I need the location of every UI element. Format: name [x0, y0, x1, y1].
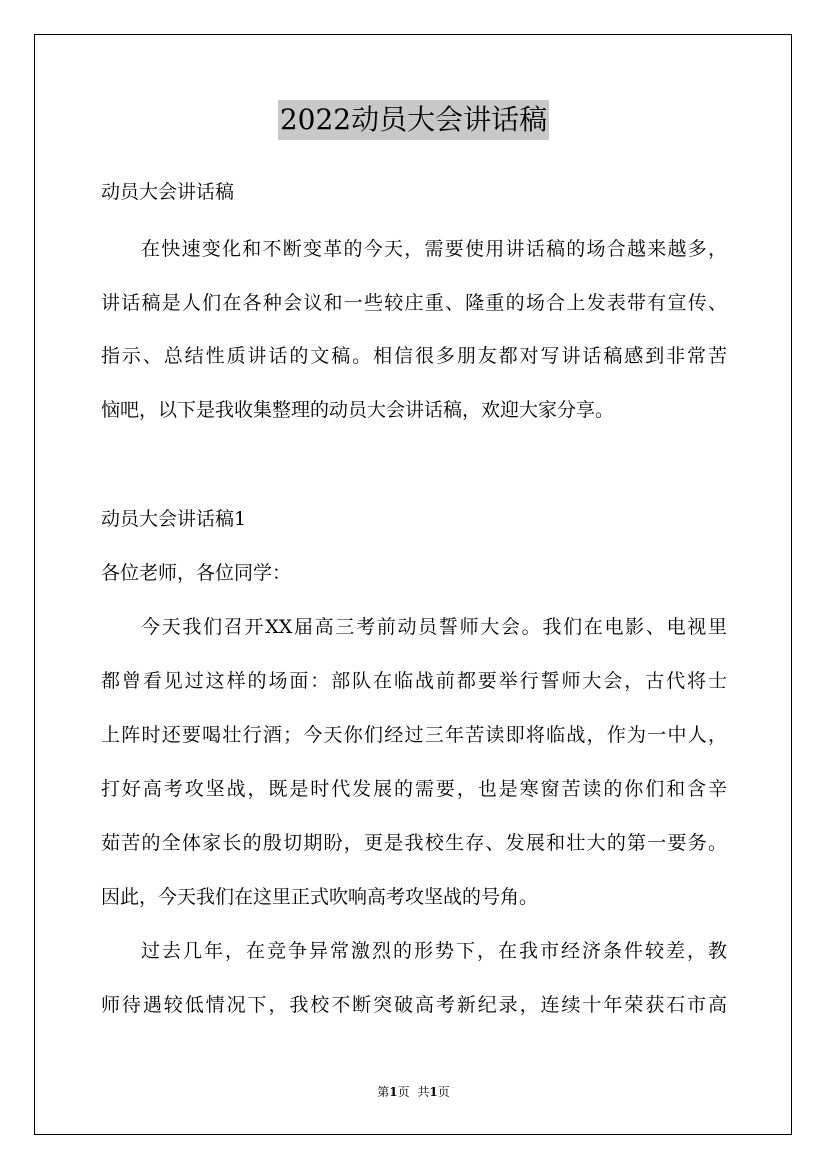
footer-total-number: 1	[429, 1085, 438, 1099]
intro-line-4: 恼吧，以下是我收集整理的动员大会讲话稿，欢迎大家分享。	[101, 399, 615, 421]
para2-line-2: 师待遇较低情况下，我校不断突破高考新纪录，连续十年荣获石市高	[101, 994, 727, 1016]
footer-total-prefix: 共	[417, 1085, 430, 1099]
para1-line-1: 今天我们召开XX届高三考前动员誓师大会。我们在电影、电视里	[141, 616, 727, 638]
page-footer	[0, 1084, 827, 1100]
intro-line-1: 在快速变化和不断变革的今天，需要使用讲话稿的场合越来越多，	[141, 238, 727, 260]
intro-line-3: 指示、总结性质讲话的文稿。相信很多朋友都对写讲话稿感到非常苦	[101, 345, 727, 367]
para1-line-4: 打好高考攻坚战，既是时代发展的需要，也是寒窗苦读的你们和含辛	[101, 778, 727, 800]
greeting: 各位老师，各位同学：	[101, 562, 292, 584]
footer-total-suffix: 页	[437, 1085, 450, 1099]
para1-line-3: 上阵时还要喝壮行酒；今天你们经过三年苦读即将临战，作为一中人，	[101, 724, 727, 746]
para1-line-2: 都曾看见过这样的场面：部队在临战前都要举行誓师大会，古代将士	[101, 670, 727, 692]
para1-line-5: 茹苦的全体家长的殷切期盼，更是我校生存、发展和壮大的第一要务。	[101, 832, 727, 854]
footer-page-suffix: 页	[397, 1085, 410, 1099]
footer-page-prefix: 第	[377, 1085, 390, 1099]
footer-page-number: 1	[389, 1085, 398, 1099]
intro-line-2: 讲话稿是人们在各种会议和一些较庄重、隆重的场合上发表带有宣传、	[101, 292, 727, 314]
para1-line-6: 因此，今天我们在这里正式吹响高考攻坚战的号角。	[101, 886, 539, 908]
subtitle: 动员大会讲话稿	[101, 181, 235, 203]
para2-line-1: 过去几年，在竞争异常激烈的形势下，在我市经济条件较差，教	[141, 940, 727, 962]
section1-heading: 动员大会讲话稿1	[101, 508, 247, 530]
title-container	[0, 100, 827, 140]
document-title: 2022动员大会讲话稿	[278, 100, 549, 140]
